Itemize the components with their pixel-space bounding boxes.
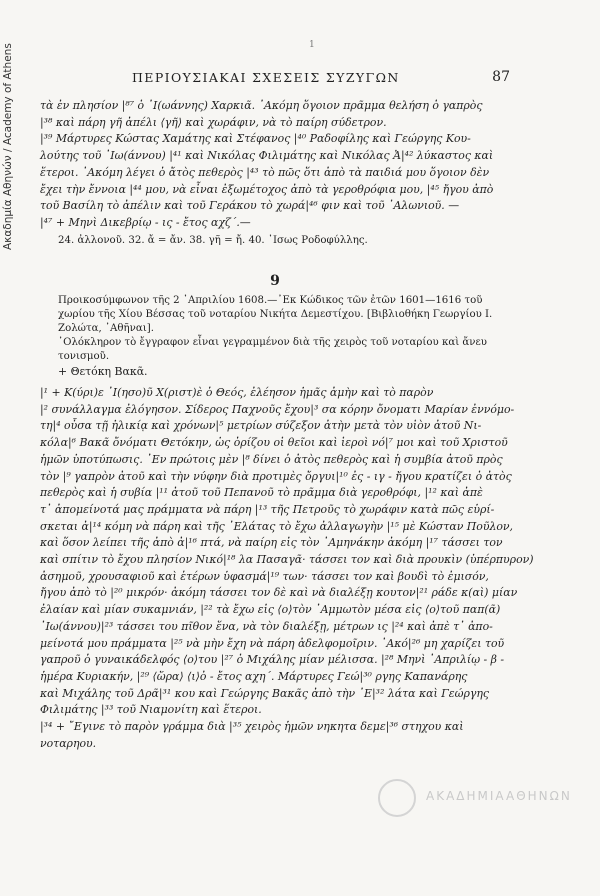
text-line: |³⁸ καὶ πάρη γῆ ἀπέλι ⟨γῆ⟩ καὶ χωράφιν, νὰ τὸ παίρη σύδετρον. — [40, 115, 387, 129]
text-line: ἀσημοῦ, χρουσαφιοῦ καὶ ἑτέρων ὑφασμά|¹⁹ των· τάσσει τον καὶ βουδὶ τὸ ἐμισόν, — [40, 569, 489, 583]
text-line: τὰ ἐν πλησίον |⁸⁷ ὁ ᾽Ι(ωάννης) Χαρκιᾶ. ᾽Ακόμη ὅγοιον πρᾶμμα θελήση ὁ γαπρὸς — [40, 99, 483, 112]
text-line: ἐλαίαν καὶ μίαν συκαμνιάν, |²² τὰ ἔχω εἰς ⟨ο⟩τὸν ᾽Αμμωτὸν μέσα εἰς ⟨ο⟩τοῦ παπ(ᾶ) — [40, 603, 501, 617]
text-line: |³⁹ Μάρτυρες Κώστας Χαμάτης καὶ Στέφανος |⁴⁰ Ραδοφίλης καὶ Γεώργης Κου- — [40, 132, 471, 146]
main-document-text — [40, 385, 534, 752]
text-line: |² συνάλλαγμα ἐλόγησον. Σίδερος Παχνοῦς ἔχου|³ σα κόρην ὄνοματι Μαρίαν ἐννόμο- — [40, 402, 515, 416]
stamp-word: ΑΘΗΝΩΝ — [506, 789, 572, 803]
page-header — [84, 70, 510, 88]
invocation — [58, 364, 528, 381]
text-line: |¹ + Κ(ύρι)ε ᾽Ι(ησο)ῦ Χ(ριστ)ὲ ὁ Θεός, ἐλέησον ἡμᾶς ἀμὴν καὶ τὸ παρὸν — [40, 386, 434, 399]
text-line: κόλα|⁶ Βακᾶ ὄνόματι Θετόκην, ὡς ὁρίζου οἱ θεῖοι καὶ ἱεροὶ νό|⁷ μοι καὶ τοῦ Χριστοῦ — [40, 436, 508, 450]
footnote-line: 24. ἀλλονοῦ. 32. ἄ = ἄν. 38. γῆ = ἤ. 40. ᾽Ισως Ροδοφύλλης. — [58, 235, 368, 246]
text-line: |⁴⁷ + Μηνὶ Δικεβρίῳ - ις - ἔτος αχζ΄.— — [40, 215, 251, 229]
previous-document-text — [40, 98, 510, 232]
document-number: 9 — [270, 273, 280, 289]
side-watermark: Ακαδημία Αθηνών / Academy of Athens — [2, 43, 14, 250]
invocation-line: + Θετόκη Βακᾶ. — [58, 365, 148, 378]
page-number: 87 — [492, 69, 510, 85]
text-line: ἡμῶν ὑποτύπωσις. ᾽Εν πρώτοις μὲν |⁸ δίνει ὁ ἀτὸς πεθερὸς καὶ ἡ συμβία ἀτοῦ πρὸς — [40, 452, 503, 466]
intro-line: ᾽Ολόκληρον τὸ ἔγγραφον εἶναι γεγραμμένον διὰ τῆς χειρὸς τοῦ νοταρίου καὶ ἄνευ — [58, 337, 487, 348]
document-introduction — [58, 294, 510, 364]
stamp-word: ΑΚΑΔΗΜΙΑ — [426, 789, 506, 803]
text-line: ἕτεροι. ᾽Ακόμη λέγει ὁ ἄτὸς πεθερὸς |⁴³ τὸ πῶς ὅτι ἀπὸ τὰ παιδιά μου ὅγοιον δὲν — [40, 165, 490, 179]
text-line: ᾽Ιω(άννου)|²³ τάσσει του πῖθον ἕνα, νὰ τὸν διαλέξῃ, μέτρων ις |²⁴ καὶ ἀπὲ τ᾽ ἀπο- — [40, 619, 493, 633]
text-line: νοταρηου. — [40, 736, 97, 750]
academy-stamp — [378, 773, 572, 817]
intro-line: τονισμοῦ. — [58, 351, 110, 362]
previous-footnote — [58, 234, 528, 248]
text-line: πεθερὸς καὶ ἡ συβία |¹¹ ἀτοῦ τοῦ Πεπανοῦ τὸ πρᾶμμα διὰ γεροθρόφι, |¹² καὶ ἀπὲ — [40, 486, 483, 500]
intro-line: Προικοσύμφωνον τῆς 2 ᾽Απριλίου 1608.—᾽Εκ Κώδικος τῶν ἐτῶν 1601—1616 τοῦ — [58, 295, 483, 306]
intro-line: χωρίου τῆς Χίου Βέσσας τοῦ νοταρίου Νικήτα Δεμεστίχου. [Βιβλιοθήκη Γεωργίου Ι. — [58, 309, 493, 320]
running-title: ΠΕΡΙΟΥΣΙΑΚΑΙ ΣΧΕΣΕΙΣ ΣΥΖΥΓΩΝ — [132, 70, 400, 85]
text-line: τ᾽ ἀπομείνοτά μας πράμματα νὰ πάρη |¹³ τῆς Πετροῦς τὸ χωράφιν κατὰ πῶς εὑρί- — [40, 502, 495, 516]
text-line: τη|⁴ οὖσα τῇ ἡλικίᾳ καὶ χρόνων|⁵ μετρίων σύζεξον ἀτὴν μετὰ τὸν υἱὸν ἀτοῦ Νι- — [40, 419, 482, 433]
text-line: τοῦ Βασίλη τὸ ἀπέλιν καὶ τοῦ Γεράκου τὸ χωρά|⁴⁶ φιν καὶ τοῦ ᾽Αλωνιοῦ. — — [40, 199, 460, 213]
text-line: ἤγου ἀπὸ τὸ |²⁰ μικρόν· ἀκόμη τάσσει τον δὲ καὶ νὰ διαλέξῃ κουτον|²¹ ράδε κ(αὶ) μίαν — [40, 586, 518, 600]
text-line: μείνοτά μου πράμματα |²⁵ νὰ μὴν ἔχη νὰ πάρη ἀδελφομοῖριν. ᾽Ακό|²⁶ μη χαρίζει τοῦ — [40, 636, 505, 650]
text-line: ἡμέρα Κυριακήν, |²⁹ ⟨ὥρα⟩ ⟨ι⟩ὀ - ἔτος αχη΄. Μάρτυρες Γεώ|³⁰ ργης Καπανάρης — [40, 669, 468, 683]
seal-icon — [378, 779, 416, 817]
text-line: καὶ ὅσον λείπει τῆς ἀπὸ ἀ|¹⁶ πτά, νὰ παίρη εἰς τὸν ᾽Αμηνάκην ἀκόμη |¹⁷ τάσσει τον — [40, 536, 503, 550]
text-line: γαπροῦ ὁ γυναικάδελφός ⟨ο⟩του |²⁷ ὁ Μιχάλης μίαν μέλισσα. |²⁸ Μηνὶ ᾽Απριλίῳ - β - — [40, 653, 505, 667]
text-line: τὸν |⁹ γαπρὸν ἀτοῦ καὶ τὴν νύφην διὰ προτιμὲς ὄργυι|¹⁰ ἐς - ιγ - ἤγου κρατίζει ὁ ἀτὸς — [40, 469, 512, 483]
text-line: σκεται ἀ|¹⁴ κόμη νὰ πάρη καὶ τῆς ᾽Ελάτας τὸ ἔχω ἀλλαγωγὴν |¹⁵ μὲ Κώσταν Ποῦλον, — [40, 519, 514, 533]
text-line: |³⁴ + ῎Εγινε τὸ παρὸν γράμμα διὰ |³⁵ χειρὸς ἡμῶν νηκητα δεμε|³⁶ στηχου καὶ — [40, 720, 464, 734]
text-line: Φιλιμάτης |³³ τοῦ Νιαμονίτη καὶ ἕτεροι. — [40, 703, 262, 717]
text-line: καὶ Μιχάλης τοῦ Δρᾶ|³¹ κου καὶ Γεώργης Βακᾶς ἀπὸ τὴν ᾽Ε|³² λάτα καὶ Γεώργης — [40, 686, 490, 700]
top-mark: 1 — [309, 40, 315, 50]
text-line: λούτης τοῦ ᾽Ιω(άννου) |⁴¹ καὶ Νικόλας Φιλιμάτης καὶ Νικόλας Ἀ|⁴² λύκαστος καὶ — [40, 149, 494, 163]
text-line: καὶ σπίτιν τὸ ἔχου πλησίον Νικό|¹⁸ λα Πασαγᾶ· τάσσει τον καὶ διὰ προυκὶν (ὑπέρπυρον) — [40, 553, 534, 567]
intro-line: Ζολώτα, ᾽Αθῆναι]. — [58, 323, 154, 334]
text-line: ἔχει τὴν ἔννοια |⁴⁴ μου, νὰ εἶναι ἐξωμέτοχος ἀπὸ τὰ γεροθρόφια μου, |⁴⁵ ἤγου ἀπὸ — [40, 182, 494, 196]
